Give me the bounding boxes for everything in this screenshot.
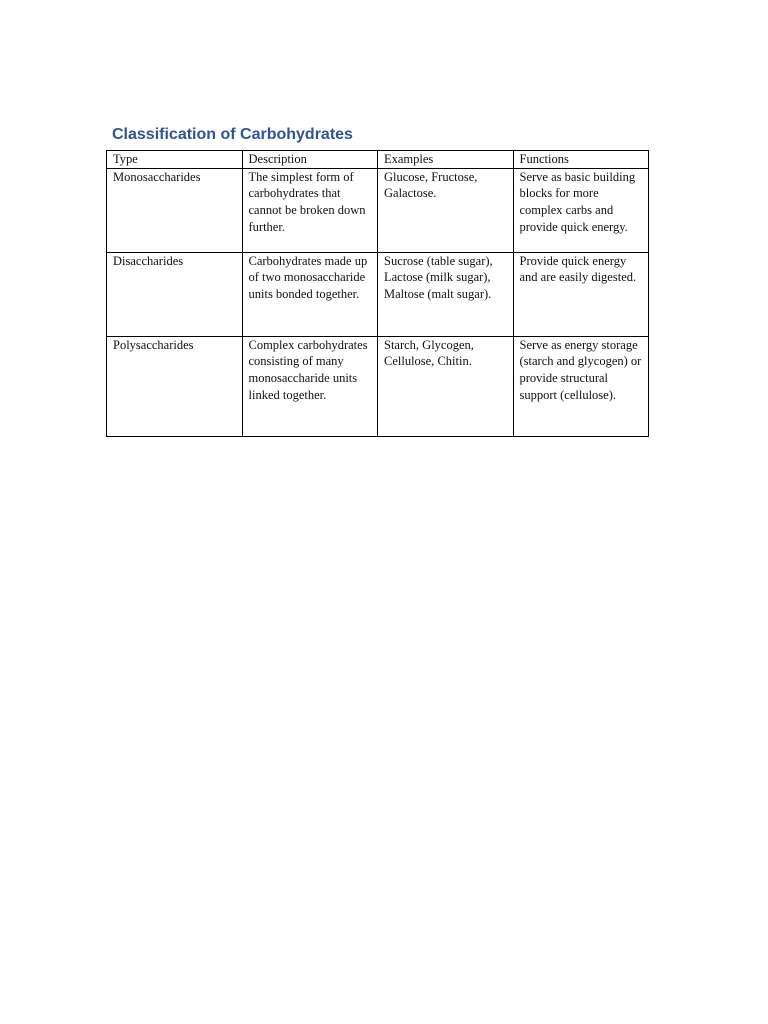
cell-description: Complex carbohydrates consisting of many monosaccharide units linked together. xyxy=(242,336,378,436)
cell-functions: Serve as energy storage (starch and glycogen) or provide structural support (cellulose). xyxy=(513,336,649,436)
header-description: Description xyxy=(242,151,378,169)
cell-examples: Sucrose (table sugar), Lactose (milk sugar), Maltose (malt sugar). xyxy=(378,252,514,336)
header-type: Type xyxy=(107,151,243,169)
cell-examples: Glucose, Fructose, Galactose. xyxy=(378,168,514,252)
table-row xyxy=(107,168,649,252)
document-title: Classification of Carbohydrates xyxy=(112,126,353,143)
header-examples: Examples xyxy=(378,151,514,169)
cell-description: The simplest form of carbohydrates that cannot be broken down further. xyxy=(242,168,378,252)
cell-functions: Provide quick energy and are easily digested. xyxy=(513,252,649,336)
header-functions: Functions xyxy=(513,151,649,169)
table-header-row xyxy=(107,151,649,169)
cell-type: Polysaccharides xyxy=(107,336,243,436)
cell-type: Disaccharides xyxy=(107,252,243,336)
cell-description: Carbohydrates made up of two monosaccharide units bonded together. xyxy=(242,252,378,336)
cell-type: Monosaccharides xyxy=(107,168,243,252)
cell-functions: Serve as basic building blocks for more complex carbs and provide quick energy. xyxy=(513,168,649,252)
table-row xyxy=(107,336,649,436)
table-row xyxy=(107,252,649,336)
cell-examples: Starch, Glycogen, Cellulose, Chitin. xyxy=(378,336,514,436)
carbohydrate-classification-table xyxy=(106,150,649,437)
